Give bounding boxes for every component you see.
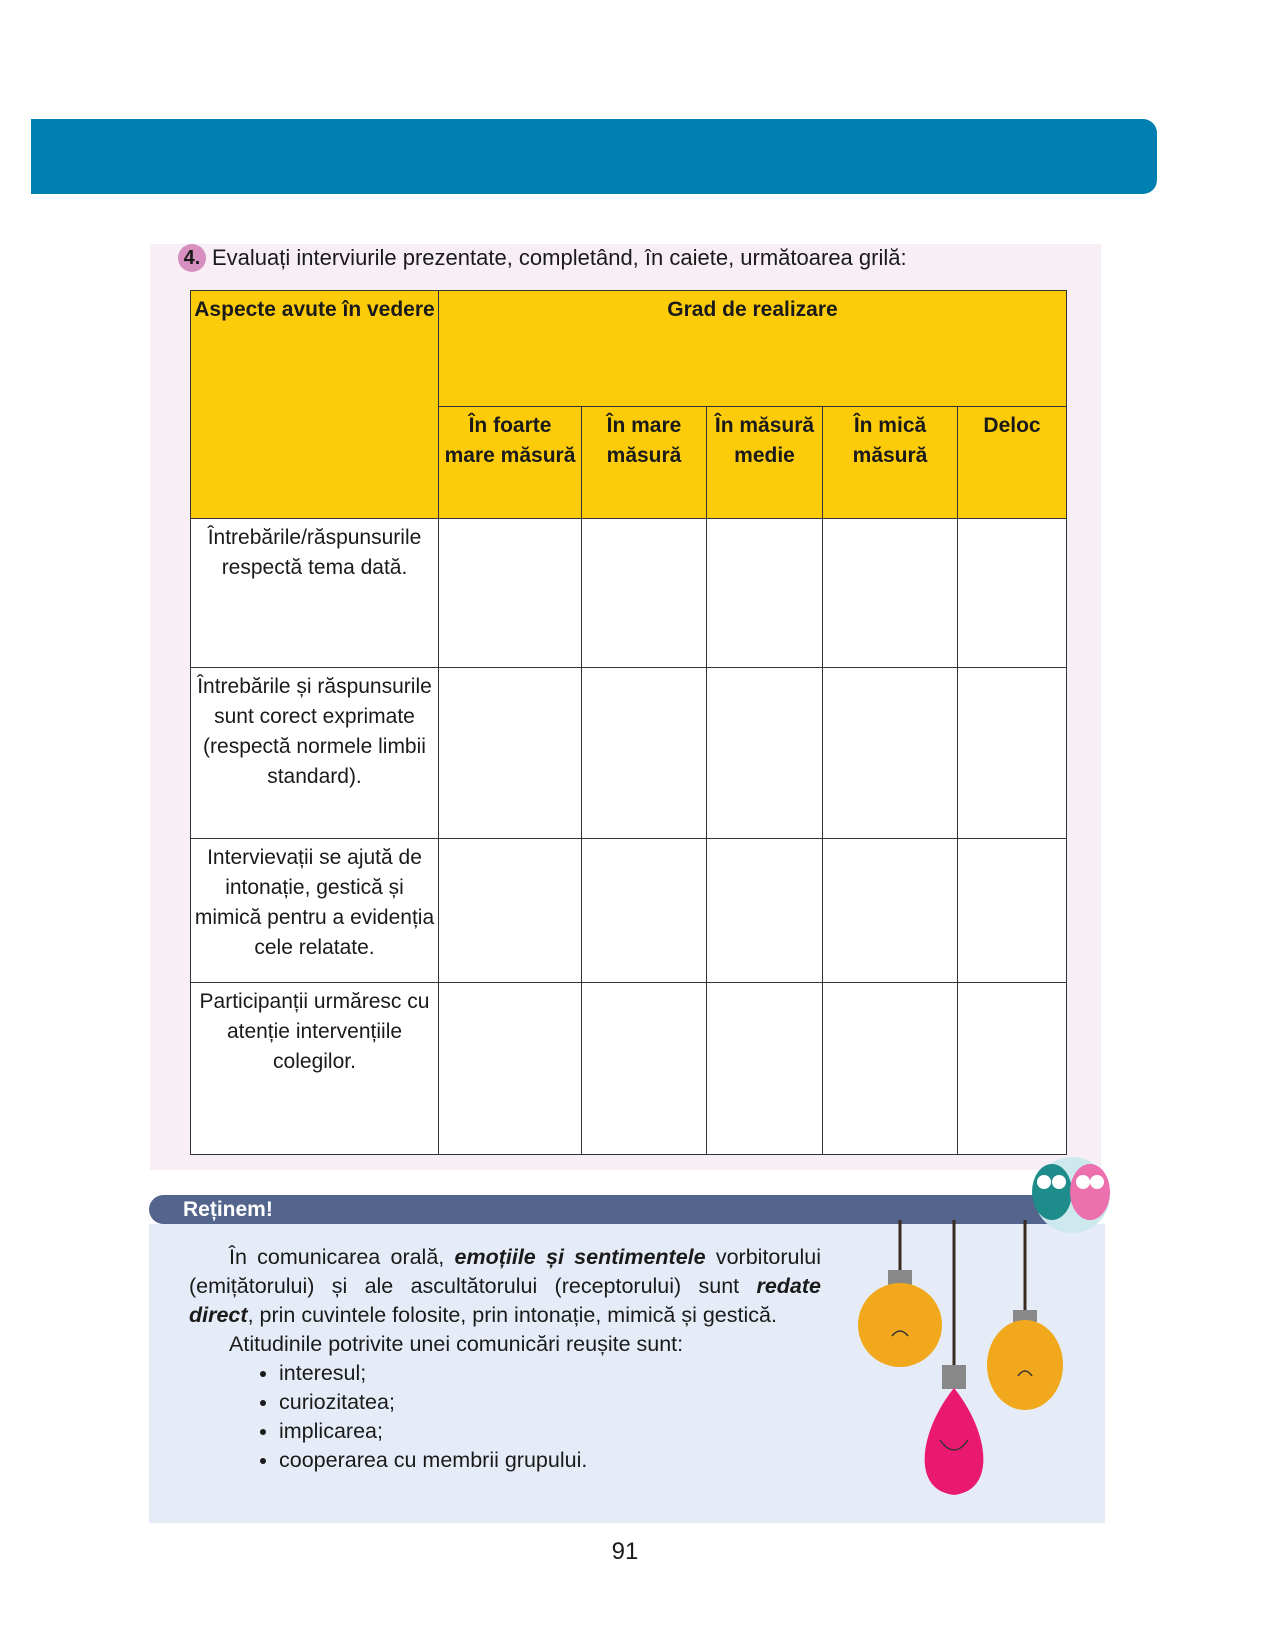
emphasis-text: redate direct	[189, 1274, 821, 1327]
instruction-text: Evaluați interviurile prezentate, completând, în caiete, următoarea grilă:	[212, 245, 907, 270]
list-item: • curiozitatea;	[279, 1388, 821, 1417]
grade-col: Deloc	[958, 407, 1067, 519]
exercise-number: 4.	[178, 244, 206, 272]
grade-cell	[582, 519, 707, 668]
happy-pink-bulb-icon	[925, 1365, 984, 1495]
grade-col: În foarte mare măsură	[439, 407, 582, 519]
retinem-paragraph-2: Atitudinile potrivite unei comunicări reușite sunt:	[229, 1332, 684, 1356]
list-item: • interesul;	[279, 1359, 821, 1388]
aspect-cell: Participanții urmăresc cu atenție intervențiile colegilor.	[191, 983, 439, 1155]
grade-cell	[707, 519, 823, 668]
grade-cell	[439, 668, 582, 839]
header-bar	[31, 119, 1157, 194]
exercise-instruction	[178, 244, 907, 272]
teal-owl-icon	[1032, 1164, 1072, 1220]
retinem-paragraph-1	[189, 1243, 821, 1330]
grade-cell	[958, 668, 1067, 839]
text-run: În comunicarea orală,	[229, 1245, 455, 1269]
aspect-cell: Intervievații se ajută de intonație, gestică și mimică pentru a evidenția cele relatate.	[191, 839, 439, 983]
table-row	[191, 839, 1067, 983]
grade-cell	[823, 668, 958, 839]
evaluation-grid	[190, 290, 1067, 1155]
table-row	[191, 668, 1067, 839]
grade-cell	[707, 983, 823, 1155]
grade-col: În măsură medie	[707, 407, 823, 519]
grade-cell	[439, 983, 582, 1155]
grade-cell	[582, 839, 707, 983]
list-item: • implicarea;	[279, 1417, 821, 1446]
grade-cell	[707, 668, 823, 839]
grade-col: În mare măsură	[582, 407, 707, 519]
sad-yellow-bulb-icon	[858, 1270, 942, 1367]
grade-header: Grad de realizare	[439, 291, 1067, 407]
list-item: • cooperarea cu membrii grupului.	[279, 1446, 821, 1475]
sad-yellow-bulb-icon	[987, 1310, 1063, 1410]
text-run: vorbitorului (emițătorului) și ale ascultătorului (receptorului) sunt	[189, 1245, 822, 1298]
grade-cell	[823, 519, 958, 668]
grade-cell	[958, 983, 1067, 1155]
text-run: , prin cuvintele folosite, prin intonație, mimică și gestică.	[247, 1303, 777, 1327]
grade-col: În mică măsură	[823, 407, 958, 519]
emphasis-text: emoțiile și sentimentele	[454, 1245, 706, 1269]
grade-cell	[707, 839, 823, 983]
attitudes-list	[189, 1359, 821, 1475]
page-number: 91	[611, 1538, 639, 1565]
grade-cell	[439, 839, 582, 983]
grade-cell	[958, 519, 1067, 668]
table-row	[191, 519, 1067, 668]
grade-cell	[823, 839, 958, 983]
lightbulbs-illustration	[840, 1150, 1120, 1500]
grade-cell	[582, 983, 707, 1155]
grade-cell	[958, 839, 1067, 983]
aspect-cell: Întrebările și răspunsurile sunt corect exprimate (respectă normele limbii standard).	[191, 668, 439, 839]
retinem-text	[189, 1243, 821, 1475]
grade-cell	[439, 519, 582, 668]
pink-owl-icon	[1070, 1164, 1110, 1220]
retinem-title: Reținem!	[149, 1195, 1049, 1224]
grade-cell	[823, 983, 958, 1155]
table-row	[191, 983, 1067, 1155]
aspect-cell: Întrebările/răspunsurile respectă tema dată.	[191, 519, 439, 668]
grade-cell	[582, 668, 707, 839]
aspect-header: Aspecte avute în vedere	[191, 291, 439, 519]
